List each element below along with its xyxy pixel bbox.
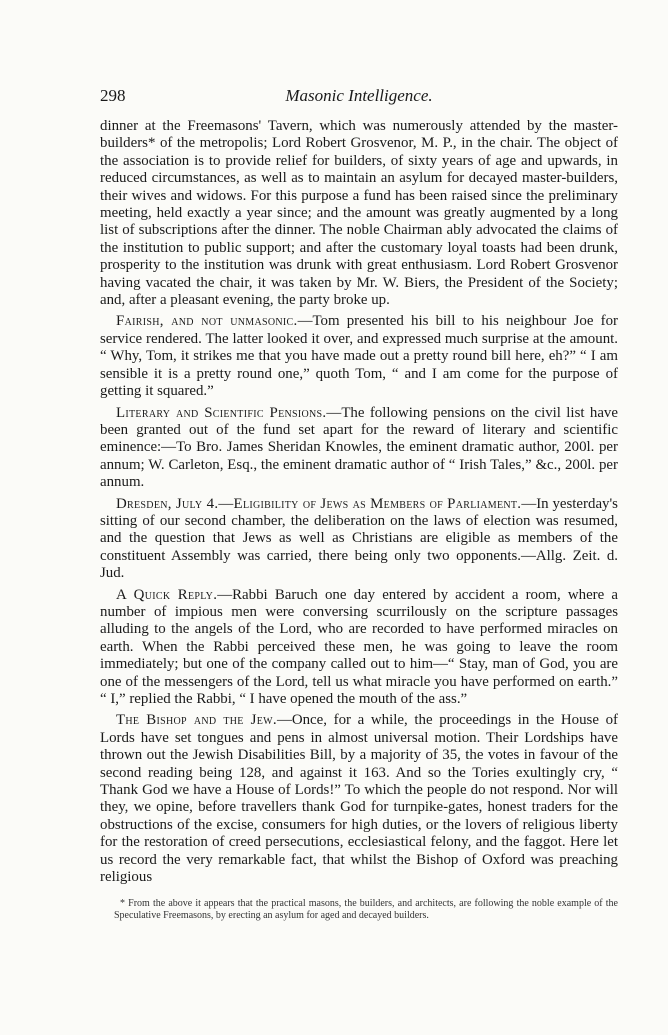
paragraph-heading: Literary and Scientific Pensions. <box>116 404 327 421</box>
paragraph-quick-reply <box>100 587 618 709</box>
paragraph-text: —Once, for a while, the proceedings in the House of Lords have set tongues and pens in almost universal motion. Their Lordships have thrown out the Jewish Disabilities Bill, by a majority of 35, the votes in favour of the second reading being 128, and against it 163. And so the Tories exultingly cry, “ Thank God we have a House of Lords!” To which the people do not respond. Nor will they, we opine, before travellers thank God for turnpike-gates, honest traders for the obstructions of the excise, consumers for high duties, or the lovers of religious liberty for the restoration of creed persecutions, ecclesiastical felony, and the faggot. Here let us record the very remarkable fact, that whilst the Bishop of Oxford was preaching religious <box>100 712 618 886</box>
running-title: Masonic Intelligence. <box>285 86 433 105</box>
paragraph-text: —In yesterday's sitting of our second chamber, the deliberation on the laws of election was resumed, and the question that Jews as well as Christians are eligible as members of the constituent Assembly was carried, there being only two opponents.—Allg. Zeit. d. Jud. <box>100 495 618 582</box>
paragraph-heading: Fairish, and not unmasonic. <box>116 313 298 330</box>
page-header <box>100 86 618 112</box>
paragraph-dresden <box>100 496 618 583</box>
page-number: 298 <box>100 86 126 105</box>
paragraph-builders-dinner <box>100 118 618 309</box>
paragraph-fairish <box>100 313 618 400</box>
paragraph-heading: Dresden, July 4.—Eligibility of Jews as Members of Parliament. <box>116 495 522 512</box>
paragraph-text: —Rabbi Baruch one day entered by accident a room, where a number of impious men were conversing scurrilously on the scripture passages alluding to the angels of the Lord, who are recorded to have performed miracles on earth. When the Rabbi perceived these men, he was going to leave the room immediately; but one of the company called out to him—“ Stay, man of God, you are one of the messengers of the Lord, tell us what miracle you have performed on earth.” “ I,” replied the Rabbi, “ I have opened the mouth of the ass.” <box>100 586 618 707</box>
paragraph-text: dinner at the Freemasons' Tavern, which was numerously attended by the master-builders* of the metropolis; Lord Robert Grosvenor, M. P., in the chair. The object of the association is to provide relief for builders, of sixty years of age and upwards, in reduced circumstances, as well as to maintain an asylum for decayed master-builders, their wives and widows. For this purpose a fund has been raised since the preliminary meeting, held exactly a year since; and the amount was greatly augmented by a long list of subscriptions after the dinner. The noble Chairman ably advocated the claims of the institution to public support; and after the customary loyal toasts had been drunk, prosperity to the institution was drunk with great enthusiasm. Lord Robert Grosvenor having vacated the chair, it was taken by Mr. W. Biers, the President of the Society; and, after a pleasant evening, the party broke up. <box>100 118 618 309</box>
paragraph-text: —Tom presented his bill to his neighbour Joe for service rendered. The latter looked it over, and expressed much surprise at the amount. “ Why, Tom, it strikes me that you have made out a pretty round bill here, eh?” “ I am sensible it is a pretty round one,” quoth Tom, “ and I am come for the purpose of getting it squared.” <box>100 313 619 400</box>
paragraph-heading: The Bishop and the Jew. <box>116 712 277 729</box>
paragraph-heading: A Quick Reply. <box>116 586 218 603</box>
article-body <box>100 118 618 886</box>
paragraph-bishop-jew <box>100 712 618 886</box>
paragraph-pensions <box>100 405 618 492</box>
paragraph-text: —The following pensions on the civil list have been granted out of the fund set apart for the reward of literary and scientific eminence:—To Bro. James Sheridan Knowles, the eminent dramatic author, 200l. per annum; W. Carleton, Esq., the eminent dramatic author of “ Irish Tales,” &c., 200l. per annum. <box>100 404 618 491</box>
footnote: * From the above it appears that the practical masons, the builders, and architects, are following the noble example of the Speculative Freemasons, by erecting an asylum for aged and decayed builders. <box>114 898 618 922</box>
